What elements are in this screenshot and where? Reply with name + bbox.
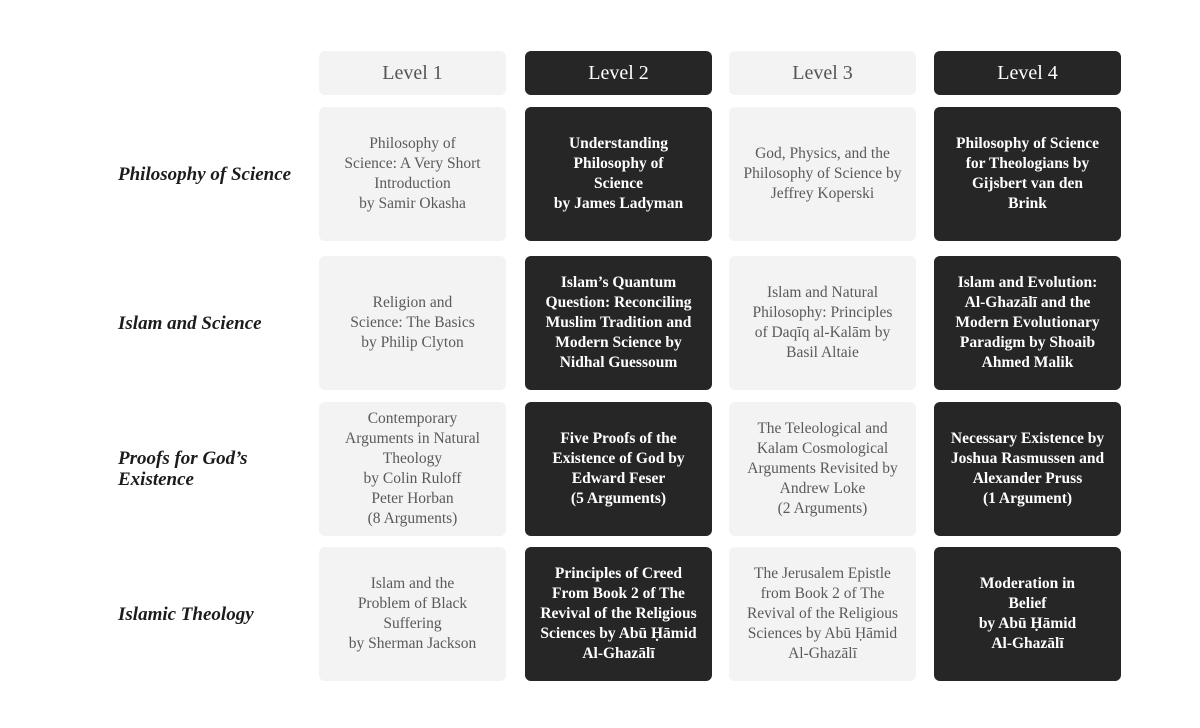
row-label-islamic-theology: Islamic Theology (118, 603, 254, 625)
book-cell: Five Proofs of the Existence of God by Edward Feser (5 Arguments) (525, 402, 712, 536)
book-cell: Philosophy of Science for Theologians by Gijsbert van den Brink (934, 107, 1121, 241)
book-cell: God, Physics, and the Philosophy of Science by Jeffrey Koperski (729, 107, 916, 241)
book-cell: Religion and Science: The Basics by Philip Clyton (319, 256, 506, 390)
book-cell: Moderation in Belief by Abū Ḥāmid Al-Ghazālī (934, 547, 1121, 681)
level-4-header: Level 4 (934, 51, 1121, 95)
book-cell: The Teleological and Kalam Cosmological Arguments Revisited by Andrew Loke (2 Arguments) (729, 402, 916, 536)
book-cell: Necessary Existence by Joshua Rasmussen and Alexander Pruss (1 Argument) (934, 402, 1121, 536)
level-2-header: Level 2 (525, 51, 712, 95)
level-1-header: Level 1 (319, 51, 506, 95)
book-cell: Understanding Philosophy of Science by James Ladyman (525, 107, 712, 241)
book-cell: Islam and Evolution: Al-Ghazālī and the Modern Evolutionary Paradigm by Shoaib Ahmed Malik (934, 256, 1121, 390)
book-cell: Principles of Creed From Book 2 of The Revival of the Religious Sciences by Abū Ḥāmid Al-Ghazālī (525, 547, 712, 681)
row-label-proofs-for-gods-existence: Proofs for God’s Existence (118, 448, 248, 490)
row-label-philosophy-of-science: Philosophy of Science (118, 163, 292, 185)
book-cell: Islam’s Quantum Question: Reconciling Muslim Tradition and Modern Science by Nidhal Guessoum (525, 256, 712, 390)
level-3-header: Level 3 (729, 51, 916, 95)
book-cell: Philosophy of Science: A Very Short Introduction by Samir Okasha (319, 107, 506, 241)
book-cell: Islam and Natural Philosophy: Principles of Daqīq al-Kalām by Basil Altaie (729, 256, 916, 390)
book-cell: Contemporary Arguments in Natural Theology by Colin Ruloff Peter Horban (8 Arguments) (319, 402, 506, 536)
book-cell: Islam and the Problem of Black Suffering by Sherman Jackson (319, 547, 506, 681)
row-label-islam-and-science: Islam and Science (118, 312, 262, 334)
book-cell: The Jerusalem Epistle from Book 2 of The Revival of the Religious Sciences by Abū Ḥāmid Al-Ghazālī (729, 547, 916, 681)
